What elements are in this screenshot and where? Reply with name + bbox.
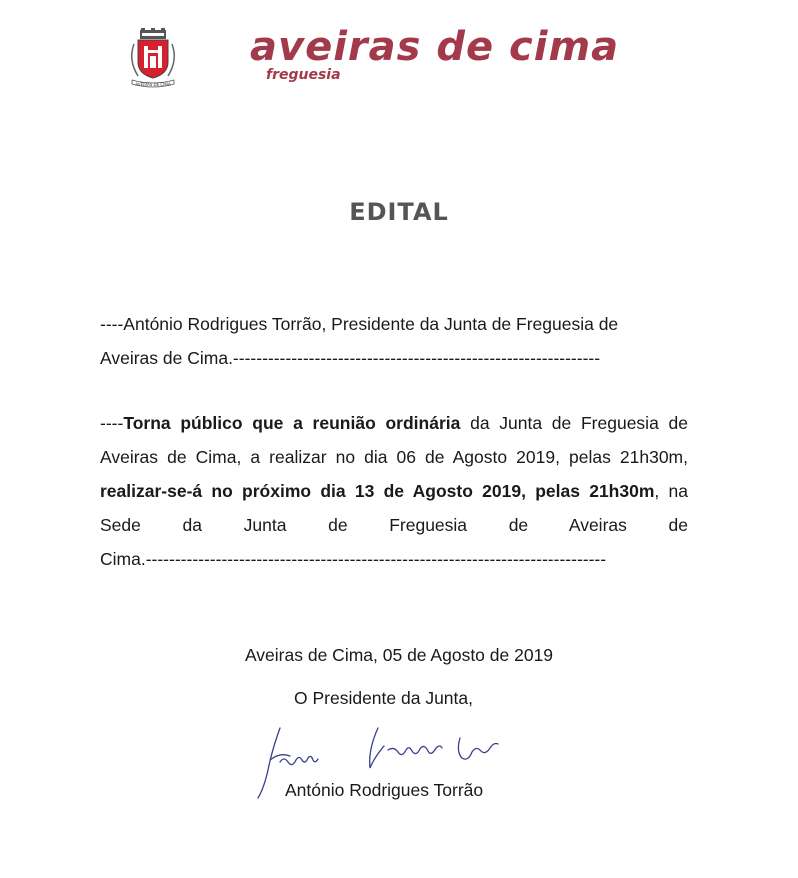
- notice-paragraph: [100, 406, 688, 576]
- logo-text: aveiras de cima: [250, 24, 620, 70]
- notice-lead: ----: [100, 413, 124, 433]
- place-date: Aveiras de Cima, 05 de Agosto de 2019: [244, 645, 554, 665]
- notice-bold-1: Torna público que a reunião ordinária: [123, 413, 461, 433]
- notice-last-line: Cima.-------------------------------------------------------------------------------: [100, 549, 607, 569]
- intro-line-1: ----António Rodrigues Torrão, Presidente da Junta de Freguesia de: [100, 314, 619, 334]
- intro-paragraph: [100, 307, 688, 375]
- signer-name: António Rodrigues Torrão: [285, 780, 484, 800]
- logo-subtext: freguesia: [266, 67, 341, 83]
- svg-text:AVEIRAS DE CIMA: AVEIRAS DE CIMA: [135, 82, 171, 87]
- notice-text-2: , na Sede da Junta de Freguesia de Aveiras de: [100, 481, 688, 535]
- intro-line-2: Aveiras de Cima.---------------------------------------------------------------: [100, 348, 601, 368]
- notice-text-1: da Junta de Freguesia de Aveiras de Cima, a realizar no dia 06 de Agosto 2019, pelas 21h30m,: [100, 413, 688, 467]
- presidente-label: O Presidente da Junta,: [294, 688, 473, 708]
- notice-body: [100, 406, 688, 542]
- coat-of-arms-icon: [124, 28, 182, 90]
- freguesia-logo: [250, 24, 620, 86]
- page-title: EDITAL: [349, 198, 449, 226]
- notice-bold-2: realizar-se-á no próximo dia 13 de Agosto 2019, pelas 21h30m: [100, 481, 655, 501]
